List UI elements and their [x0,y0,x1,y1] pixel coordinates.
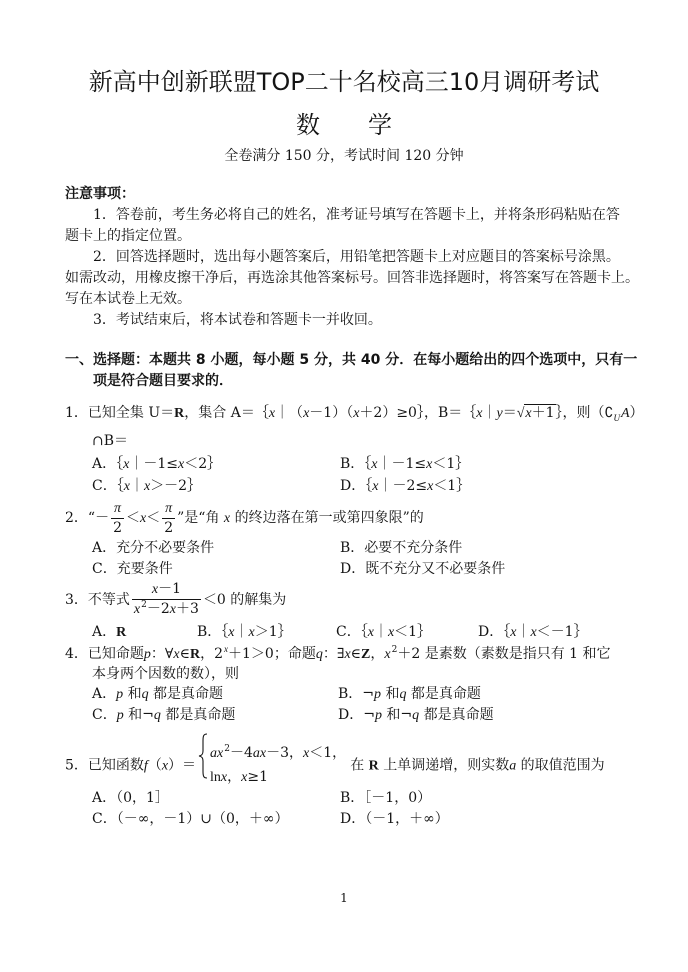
q5-option-c: C．（－∞，－1）∪（0，＋∞） [92,811,289,827]
fraction-numerator: π [111,501,124,519]
option-text: ｜ [516,624,531,640]
var-p: p [374,708,382,723]
q4-text: ， [370,646,385,662]
q4-text: ＋2 是素数（素数是指只有 1 和它 [397,646,611,662]
exam-info: 全卷满分 150 分，考试时间 120 分钟 [224,148,464,164]
q3-option-a [92,622,126,643]
option-text: B．¬ [338,686,375,702]
var-x: x [143,479,151,494]
set-R: R [189,647,201,662]
var-x: x [161,758,169,774]
option-text: ｜－2≤ [378,478,428,494]
q3-text: ＋3 [176,601,199,617]
var-x: x [259,746,267,761]
set-R: R [116,625,127,640]
note-line: 如需改动，用橡皮擦干净后，再选涂其他答案标号。回答非选择题时，将答案写在答题卡上。 [65,270,639,286]
var-x: x [123,457,130,472]
set-R: R [174,406,185,421]
var-x: x [177,457,185,472]
subject-title: 数 学 [296,111,392,139]
case-text: －3， [266,745,304,761]
exam-title: 新高中创新联盟TOP二十名校高三10月调研考试 [88,68,600,96]
var-x: x [384,647,391,662]
q5-text: 上单调递增，则实数 [378,757,510,774]
var-x: x [268,406,276,421]
case-text: ， [227,769,242,785]
var-x: x [241,770,248,785]
q4-option-a [92,684,223,705]
q3-stem [65,581,286,619]
note-line: 题卡上的指定位置。 [65,228,191,244]
q1-text: ＝ [502,405,517,421]
q5-text: （ [147,757,162,774]
var-x: x [248,625,255,640]
q4-stem [65,644,611,666]
q5-text: ）＝ [168,757,197,774]
var-a: a [252,746,260,761]
notes-heading: 注意事项： [65,186,135,202]
var-p: p [374,687,382,702]
q1-stem-cont: ∩B＝ [92,433,129,449]
set-R: R [368,758,379,774]
q2-option-a: A．充分不必要条件 [92,540,215,556]
complement-subscript: U [613,413,620,423]
q2-option-c: C．充要条件 [92,561,173,577]
fraction-inequality [132,581,201,619]
var-p: p [116,687,124,702]
q5-option-b: B．［－1，0） [340,790,432,806]
case-text: ＜1， [309,745,347,761]
q3-text: －1 [158,581,181,597]
option-text: 都是真命题 [406,686,481,702]
q5-text: 的取值范围为 [516,757,605,774]
option-text: D．¬ [338,707,375,723]
var-x: x [426,457,433,472]
option-text: A．｛ [92,456,124,472]
var-x: x [223,511,231,526]
case-row-1 [210,742,346,766]
exponent: x [224,644,229,654]
fraction-denominator: 2 [164,519,174,536]
var-x: x [371,457,378,472]
fraction-numerator: π [162,501,175,519]
var-q: q [412,708,420,723]
ln-function: ln [210,770,221,785]
q4-text: ＋1＞0；命题 [228,646,316,662]
q1-option-b [340,454,469,475]
option-text: 都是真命题 [160,707,236,723]
option-text: 和¬ [123,707,154,723]
option-text: ＜－1｝ [536,624,588,640]
var-x: x [303,746,310,761]
var-x: x [133,602,141,617]
option-text: ＞－2｝ [150,478,202,494]
var-x: x [353,406,360,421]
exponent: 2 [141,600,147,610]
q1-text: ｝，则（ [555,405,605,421]
option-text: B．｛ [197,624,229,640]
option-text: ｜ [234,624,249,640]
q2-text: ”是“角 [177,510,224,526]
var-f: f [143,758,148,774]
var-x: x [367,625,374,640]
q2-text: ＜ [146,510,161,526]
var-x: x [220,770,228,785]
var-x: x [476,406,483,421]
exponent: 2 [391,645,398,655]
q4-text: ，2 [200,646,224,662]
q1-option-d [340,476,470,497]
q1-text: ＋1 [531,405,555,421]
var-p: p [143,647,151,662]
var-x: x [372,479,379,494]
var-x: x [510,625,517,640]
q2-option-d: D．既不充分又不必要条件 [340,561,506,577]
var-q: q [153,708,161,723]
q1-option-c [92,476,201,497]
case-row-2 [210,766,346,789]
q4-option-d [338,705,494,726]
q1-text: －1）（ [309,405,354,421]
q5-text: 5．已知函数 [65,757,144,774]
var-x: x [530,625,537,640]
option-text: C． [92,707,117,723]
sqrt-sign: √ [516,406,525,421]
set-Z: Z [361,647,371,662]
q3-option-c [336,622,431,643]
q1-stem [65,403,644,424]
var-x: x [303,406,310,421]
q4-text: ：∃ [322,646,345,662]
q5-option-a: A．（0，1］ [92,790,169,806]
option-text: ｜－1≤ [377,456,427,472]
option-text: A． [92,624,117,640]
option-text: 都是真命题 [148,686,224,702]
q2-text: 2．“－ [65,510,110,526]
var-q: q [315,647,323,662]
var-x: x [387,625,395,640]
q2-text: 的终边落在第一或第四象限”的 [230,510,424,526]
exponent: 2 [224,744,230,754]
note-line: 1．答卷前，考生务必将自己的姓名，准考证号填写在答题卡上，并将条形码粘贴在答 [93,207,620,223]
q2-option-b: B．必要不充分条件 [340,540,463,556]
var-x: x [217,746,224,761]
option-text: A． [92,686,117,702]
var-x: x [525,406,532,421]
q1-text: ＋2）≥0｝，B＝｛ [359,405,477,421]
option-text: B．｛ [340,456,372,472]
note-line: 3．考试结束后，将本试卷和答题卡一并收回。 [93,312,382,328]
option-text: C．｛ [92,478,124,494]
section-heading: 一、选择题：本题共 8 小题，每小题 5 分，共 40 分．在每小题给出的四个选项中，只有一 [65,352,638,368]
var-x: x [151,582,159,597]
var-x: x [173,647,180,662]
var-A: A [620,406,630,421]
page-number: 1 [340,891,348,905]
q4-text: ∈ [350,646,362,662]
var-x: x [228,625,235,640]
q5-option-d: D．（－1，＋∞） [340,811,449,827]
option-text: ｜ [129,478,144,494]
q4-stem-cont: 本身两个因数的数），则 [92,666,239,682]
fraction-denominator [132,600,201,619]
option-text: ｜ [373,624,388,640]
option-text: ｜－1≤ [129,456,178,472]
var-x: x [140,511,147,526]
option-text: 和 [381,686,400,702]
var-q: q [141,687,149,702]
note-line: 2．回答选择题时，选出每小题答案后，用铅笔把答题卡上对应题目的答案标号涂黑。 [93,249,620,265]
q4-option-c [92,705,235,726]
q5-text: 在 [350,757,369,774]
option-text: 和¬ [381,707,413,723]
option-text: 都是真命题 [419,707,494,723]
q1-text: ｜ [482,405,497,421]
var-x: x [169,602,177,617]
q3-text: 3．不等式 [65,592,130,608]
q1-text: ｜（ [275,405,304,421]
option-text: D．｛ [478,624,511,640]
q1-text: ） [629,405,644,421]
var-a: a [210,746,218,761]
case-text: －4 [229,745,253,761]
q3-text: －2 [146,601,170,617]
piecewise-cases [210,742,346,789]
case-text: ≥1 [247,769,268,785]
option-text: D．｛ [340,478,373,494]
left-brace-icon [198,733,208,798]
option-text: C．｛ [336,624,368,640]
note-line: 写在本试卷上无效。 [65,291,191,307]
fraction-numerator [132,581,201,600]
q2-text: ＜ [126,510,140,526]
var-p: p [116,708,124,723]
q4-text: ：∀ [150,646,174,662]
var-a: a [509,758,517,774]
var-q: q [399,687,407,702]
q2-stem [65,499,424,538]
option-text: ＜1｝ [394,624,432,640]
var-x: x [427,479,434,494]
fraction-denominator: 2 [113,519,122,536]
var-x: x [344,647,351,662]
q4-text: 4．已知命题 [65,646,144,662]
q1-text: 1．已知全集 U＝ [65,405,175,421]
q3-text: ＜0 的解集为 [202,592,287,608]
radicand [524,404,555,421]
var-y: y [496,406,503,421]
q1-option-a [92,454,221,475]
option-text: ＞1｝ [254,624,292,640]
var-x: x [123,479,130,494]
option-text: ＜1｝ [433,478,471,494]
q3-option-b [197,622,292,643]
option-text: 和 [123,686,142,702]
option-text: ＜2｝ [184,456,222,472]
option-text: ＜1｝ [432,456,470,472]
section-heading: 项是符合题目要求的． [93,373,233,389]
q4-option-b [338,684,481,705]
fraction-pi-over-2 [111,501,124,536]
q4-text: ∈ [179,646,190,662]
fraction-pi-over-2 [162,501,175,536]
q1-text: ，集合 A＝｛ [184,405,269,421]
q3-option-d [478,622,588,643]
complement-symbol: ∁ [604,406,614,421]
